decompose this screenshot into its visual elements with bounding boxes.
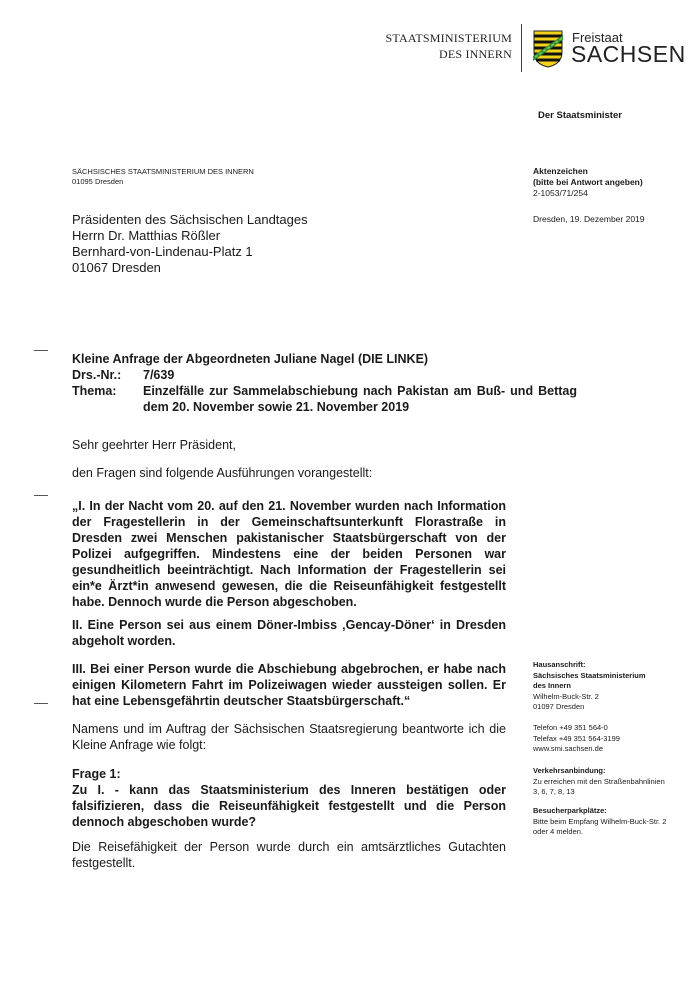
sender-address bbox=[72, 167, 254, 187]
verkehr-text: Zu erreichen mit den Straßenbahnlinien 3, 6, 7, 8, 13 bbox=[533, 776, 665, 796]
ministry-line-1: STAATSMINISTERIUM bbox=[385, 31, 512, 45]
saxony-coat-of-arms-icon bbox=[533, 30, 563, 68]
answer-intro: Namens und im Auftrag der Sächsischen Staatsregierung beantworte ich die Kleine Anfrage wie folgt: bbox=[72, 722, 506, 752]
reference-label: Aktenzeichen bbox=[533, 166, 588, 176]
sender-line-2: 01095 Dresden bbox=[72, 177, 124, 186]
punch-mark bbox=[34, 495, 48, 496]
hausanschrift-label: Hausanschrift: bbox=[533, 660, 586, 669]
question-1-text: Zu I. - kann das Staatsministerium des Inneren bestätigen oder falsifizieren, dass die Reiseunfähigkeit festgestellt und die Person dennoch abgeschoben wurde? bbox=[72, 783, 506, 829]
recipient-line-4: 01067 Dresden bbox=[72, 260, 161, 275]
letter-date: Dresden, 19. Dezember 2019 bbox=[533, 214, 645, 224]
verkehr-label: Verkehrsanbindung: bbox=[533, 766, 606, 775]
quote-paragraph-1: „I. In der Nacht vom 20. auf den 21. November wurden nach Information der Fragestellerin in der Gemeinschaftsunterkunft Florastraße in Dresden zwei Menschen pakistanischer Staatsbürgerschaft von der Polizei aufgegriffen. Mindestens eine der beiden Personen war gesundheitlich beeinträchtigt. Nach Information der Fragestellerin sei ein*e Ärzt*in anwesend gewesen, die die Reiseunfähigkeit festgestellt habe. Dennoch wurde die Person abgeschoben. bbox=[72, 499, 506, 609]
drs-label: Drs.-Nr.: bbox=[72, 368, 122, 382]
reference-block bbox=[533, 166, 643, 199]
hausanschrift-line-1: Sächsisches Staatsministerium bbox=[533, 670, 646, 680]
recipient-line-1: Präsidenten des Sächsischen Landtages bbox=[72, 212, 308, 227]
subject-block bbox=[72, 351, 577, 415]
question-1-label: Frage 1: bbox=[72, 767, 121, 781]
drs-value: 7/639 bbox=[143, 368, 175, 382]
sidebar-address bbox=[533, 660, 673, 713]
hausanschrift-line-2: des Innern bbox=[533, 681, 571, 690]
reference-note: (bitte bei Antwort angeben) bbox=[533, 177, 643, 187]
fold-mark-lower bbox=[34, 703, 48, 704]
hausanschrift-line-4: 01097 Dresden bbox=[533, 702, 585, 711]
besucher-label: Besucherparkplätze: bbox=[533, 806, 607, 815]
website: www.smi.sachsen.de bbox=[533, 744, 604, 753]
quote-paragraph-2: II. Eine Person sei aus einem Döner-Imbiss ‚Gencay-Döner‘ in Dresden abgeholt worden. bbox=[72, 618, 506, 648]
intro-text: den Fragen sind folgende Ausführungen vorangestellt: bbox=[72, 466, 373, 480]
answer-1: Die Reisefähigkeit der Person wurde durch ein amtsärztliches Gutachten festgestellt. bbox=[72, 840, 506, 870]
fold-mark-upper bbox=[34, 350, 48, 351]
sidebar-parking bbox=[533, 806, 673, 838]
recipient-line-3: Bernhard-von-Lindenau-Platz 1 bbox=[72, 244, 253, 259]
sidebar-transport bbox=[533, 766, 673, 798]
hausanschrift-line-3: Wilhelm-Buck-Str. 2 bbox=[533, 691, 599, 701]
freistaat-label: Freistaat bbox=[572, 30, 623, 45]
recipient-line-2: Herrn Dr. Matthias Rößler bbox=[72, 228, 221, 243]
telefon: Telefon +49 351 564-0 bbox=[533, 723, 608, 732]
sidebar-contact bbox=[533, 723, 673, 755]
subject-title: Kleine Anfrage der Abgeordneten Juliane Nagel (DIE LINKE) bbox=[72, 352, 429, 366]
ministry-name bbox=[372, 30, 512, 62]
besucher-text: Bitte beim Empfang Wilhelm-Buck-Str. 2 oder 4 melden. bbox=[533, 816, 667, 836]
reference-number: 2-1053/71/254 bbox=[533, 188, 588, 198]
minister-title: Der Staatsminister bbox=[538, 110, 622, 121]
recipient-address bbox=[72, 212, 308, 276]
header-divider bbox=[521, 24, 522, 72]
thema-value: Einzelfälle zur Sammelabschiebung nach Pakistan am Buß- und Bettag dem 20. November sowie 21. November 2019 bbox=[143, 384, 577, 414]
telefax: Telefax +49 351 564-3199 bbox=[533, 733, 620, 743]
sender-line-1: SÄCHSISCHES STAATSMINISTERIUM DES INNERN bbox=[72, 167, 254, 176]
ministry-line-2: DES INNERN bbox=[439, 47, 512, 61]
thema-label: Thema: bbox=[72, 384, 117, 398]
salutation: Sehr geehrter Herr Präsident, bbox=[72, 438, 236, 452]
quote-paragraph-3: III. Bei einer Person wurde die Abschiebung abgebrochen, er habe nach einigen Kilometern Fahrt im Polizeiwagen wieder aussteigen sollen. Er hat eine Lebensgefährtin deutscher Staatsbürgerschaft.“ bbox=[72, 662, 506, 708]
sachsen-label: SACHSEN bbox=[571, 41, 686, 67]
